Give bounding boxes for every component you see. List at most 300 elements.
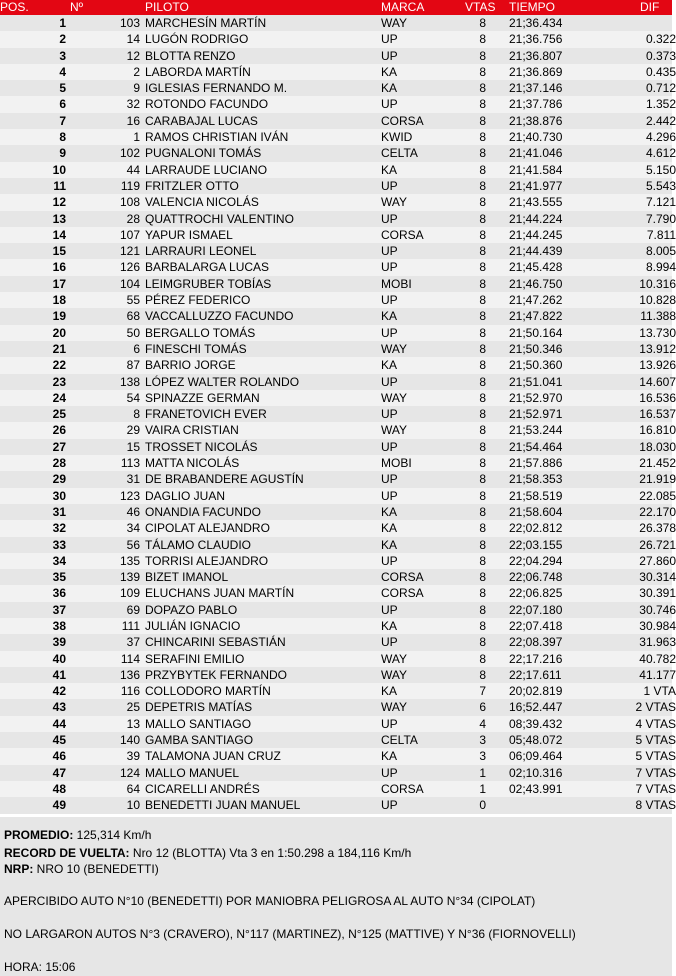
cell-vtas: 8 bbox=[479, 456, 486, 471]
table-row bbox=[0, 683, 676, 699]
table-row bbox=[0, 439, 676, 455]
cell-vtas: 8 bbox=[479, 390, 486, 405]
cell-tiempo: 21;37.786 bbox=[509, 97, 563, 112]
cell-num: 140 bbox=[119, 733, 140, 748]
cell-tiempo: 22;07.180 bbox=[509, 602, 563, 617]
cell-dif: 4.296 bbox=[645, 130, 676, 145]
cell-vtas: 8 bbox=[479, 374, 486, 389]
cell-marca: UP bbox=[381, 716, 398, 731]
cell-num: 10 bbox=[126, 798, 140, 813]
cell-marca: UP bbox=[381, 211, 398, 226]
cell-tiempo: 21;44.224 bbox=[509, 211, 563, 226]
cell-pos: 17 bbox=[52, 276, 66, 291]
cell-tiempo: 21;50.346 bbox=[509, 341, 563, 356]
cell-tiempo: 22;08.397 bbox=[509, 635, 563, 650]
cell-vtas: 8 bbox=[479, 178, 486, 193]
cell-dif: 4 VTAS bbox=[635, 716, 676, 731]
cell-dif: 1 VTA bbox=[643, 684, 676, 699]
cell-marca: KA bbox=[381, 358, 398, 373]
header-piloto: PILOTO bbox=[145, 0, 189, 14]
table-row bbox=[0, 504, 676, 520]
cell-tiempo: 21;41.046 bbox=[509, 146, 563, 161]
cell-marca: WAY bbox=[381, 195, 407, 210]
cell-tiempo: 21;38.876 bbox=[509, 113, 563, 128]
cell-piloto: VALENCIA NICOLÁS bbox=[145, 195, 259, 210]
table-row bbox=[0, 602, 676, 618]
cell-dif: 22.085 bbox=[639, 488, 676, 503]
cell-pos: 2 bbox=[59, 32, 66, 47]
cell-dif: 0.322 bbox=[645, 32, 676, 47]
table-row bbox=[0, 325, 676, 341]
race-notes bbox=[0, 817, 672, 976]
cell-marca: CORSA bbox=[381, 570, 424, 585]
cell-num: 25 bbox=[126, 700, 140, 715]
cell-pos: 3 bbox=[59, 48, 66, 63]
cell-marca: UP bbox=[381, 325, 398, 340]
cell-piloto: TROSSET NICOLÁS bbox=[145, 439, 258, 454]
cell-piloto: BLOTTA RENZO bbox=[145, 48, 236, 63]
table-row bbox=[0, 64, 676, 80]
cell-marca: UP bbox=[381, 244, 398, 259]
cell-dif: 18.030 bbox=[639, 439, 676, 454]
cell-pos: 40 bbox=[52, 651, 66, 666]
cell-marca: KWID bbox=[381, 130, 413, 145]
cell-vtas: 8 bbox=[479, 586, 486, 601]
cell-dif: 16.537 bbox=[639, 407, 676, 422]
no-largaron-line: NO LARGARON AUTOS N°3 (CRAVERO), N°117 (MARTINEZ), N°125 (MATTIVE) Y N°36 (FIORNOVELLI) bbox=[4, 927, 576, 941]
cell-marca: MOBI bbox=[381, 276, 412, 291]
cell-marca: UP bbox=[381, 798, 398, 813]
table-row bbox=[0, 471, 676, 487]
cell-marca: KA bbox=[381, 162, 398, 177]
cell-tiempo: 21;52.970 bbox=[509, 390, 563, 405]
cell-marca: KA bbox=[381, 684, 398, 699]
table-row bbox=[0, 341, 676, 357]
cell-piloto: BARBALARGA LUCAS bbox=[145, 260, 270, 275]
cell-pos: 45 bbox=[52, 733, 66, 748]
cell-marca: UP bbox=[381, 374, 398, 389]
cell-piloto: CICARELLI ANDRÉS bbox=[145, 781, 260, 796]
cell-pos: 41 bbox=[52, 667, 66, 682]
cell-tiempo: 22;04.294 bbox=[509, 553, 563, 568]
table-row bbox=[0, 357, 676, 373]
cell-vtas: 4 bbox=[479, 716, 486, 731]
cell-num: 1 bbox=[133, 130, 140, 145]
cell-vtas: 8 bbox=[479, 211, 486, 226]
cell-pos: 28 bbox=[52, 456, 66, 471]
cell-num: 16 bbox=[126, 113, 140, 128]
cell-tiempo: 20;02.819 bbox=[509, 684, 563, 699]
table-row bbox=[0, 488, 676, 504]
table-row bbox=[0, 422, 676, 438]
cell-dif: 26.721 bbox=[639, 537, 676, 552]
cell-marca: UP bbox=[381, 765, 398, 780]
cell-tiempo: 21;44.439 bbox=[509, 244, 563, 259]
cell-num: 126 bbox=[119, 260, 140, 275]
table-row bbox=[0, 15, 672, 31]
cell-tiempo: 21;36.756 bbox=[509, 32, 563, 47]
table-row bbox=[0, 781, 676, 797]
cell-marca: UP bbox=[381, 602, 398, 617]
cell-marca: CORSA bbox=[381, 586, 424, 601]
cell-num: 114 bbox=[120, 651, 140, 666]
cell-pos: 18 bbox=[52, 293, 66, 308]
cell-num: 29 bbox=[126, 423, 140, 438]
cell-num: 136 bbox=[119, 667, 140, 682]
cell-dif: 8.005 bbox=[645, 244, 676, 259]
cell-vtas: 8 bbox=[479, 16, 486, 30]
cell-vtas: 8 bbox=[479, 439, 486, 454]
cell-pos: 44 bbox=[52, 716, 66, 731]
cell-dif: 13.912 bbox=[639, 341, 676, 356]
cell-piloto: ONANDIA FACUNDO bbox=[145, 504, 262, 519]
cell-vtas: 8 bbox=[479, 195, 486, 210]
cell-vtas: 8 bbox=[479, 227, 486, 242]
table-row bbox=[0, 618, 676, 634]
cell-dif: 13.926 bbox=[639, 358, 676, 373]
table-row bbox=[0, 699, 676, 715]
cell-piloto: YAPUR ISMAEL bbox=[145, 227, 233, 242]
cell-tiempo: 21;45.428 bbox=[509, 260, 563, 275]
cell-piloto: DAGLIO JUAN bbox=[145, 488, 226, 503]
cell-vtas: 8 bbox=[479, 407, 486, 422]
cell-num: 68 bbox=[126, 309, 140, 324]
table-row bbox=[0, 537, 676, 553]
cell-pos: 27 bbox=[52, 439, 66, 454]
cell-tiempo: 21;50.164 bbox=[509, 325, 563, 340]
table-row bbox=[0, 145, 676, 161]
cell-dif: 41.177 bbox=[639, 667, 676, 682]
table-row bbox=[0, 211, 676, 227]
cell-tiempo: 21;36.434 bbox=[509, 16, 563, 30]
cell-marca: KA bbox=[381, 309, 398, 324]
table-row bbox=[0, 96, 676, 112]
header-tiempo: TIEMPO bbox=[509, 0, 556, 14]
cell-tiempo: 08;39.432 bbox=[509, 716, 563, 731]
cell-dif: 30.314 bbox=[639, 570, 676, 585]
cell-num: 8 bbox=[133, 407, 140, 422]
cell-tiempo: 21;54.464 bbox=[509, 439, 563, 454]
cell-dif: 10.828 bbox=[639, 293, 676, 308]
cell-vtas: 8 bbox=[479, 341, 486, 356]
cell-num: 123 bbox=[119, 488, 140, 503]
cell-vtas: 6 bbox=[479, 700, 486, 715]
cell-num: 31 bbox=[126, 472, 140, 487]
cell-num: 50 bbox=[126, 325, 140, 340]
apercibido-line: APERCIBIDO AUTO N°10 (BENEDETTI) POR MANIOBRA PELIGROSA AL AUTO N°34 (CIPOLAT) bbox=[4, 894, 536, 908]
cell-vtas: 8 bbox=[479, 504, 486, 519]
cell-dif: 30.391 bbox=[639, 586, 676, 601]
table-row bbox=[0, 634, 676, 650]
cell-vtas: 3 bbox=[479, 733, 486, 748]
cell-tiempo: 21;50.360 bbox=[509, 358, 563, 373]
cell-piloto: IGLESIAS FERNANDO M. bbox=[145, 81, 288, 96]
cell-pos: 48 bbox=[52, 781, 66, 796]
table-row bbox=[0, 585, 676, 601]
cell-pos: 37 bbox=[52, 602, 66, 617]
cell-piloto: MATTA NICOLÁS bbox=[145, 456, 240, 471]
record-value: Nro 12 (BLOTTA) Vta 3 en 1:50.298 a 184,116 Km/h bbox=[129, 846, 412, 860]
cell-tiempo: 16;52.447 bbox=[509, 700, 563, 715]
record-line bbox=[4, 846, 411, 860]
table-row bbox=[0, 374, 676, 390]
cell-pos: 35 bbox=[52, 570, 66, 585]
cell-pos: 33 bbox=[52, 537, 66, 552]
cell-pos: 29 bbox=[52, 472, 66, 487]
cell-vtas: 8 bbox=[479, 325, 486, 340]
cell-vtas: 8 bbox=[479, 48, 486, 63]
header-num: Nº bbox=[70, 0, 84, 14]
cell-num: 13 bbox=[126, 716, 140, 731]
cell-pos: 26 bbox=[52, 423, 66, 438]
cell-piloto: BARRIO JORGE bbox=[145, 358, 236, 373]
cell-num: 104 bbox=[119, 276, 140, 291]
cell-pos: 7 bbox=[59, 113, 66, 128]
cell-dif: 7 VTAS bbox=[635, 781, 676, 796]
cell-dif: 16.536 bbox=[639, 390, 676, 405]
table-row bbox=[0, 520, 676, 536]
cell-dif: 5.150 bbox=[645, 162, 676, 177]
cell-dif: 8 VTAS bbox=[635, 798, 676, 813]
cell-piloto: DE BRABANDERE AGUSTÍN bbox=[145, 472, 304, 487]
cell-piloto: VAIRA CRISTIAN bbox=[145, 423, 239, 438]
cell-vtas: 8 bbox=[479, 635, 486, 650]
cell-piloto: LEIMGRUBER TOBÍAS bbox=[145, 276, 272, 291]
cell-vtas: 8 bbox=[479, 97, 486, 112]
cell-marca: WAY bbox=[381, 390, 407, 405]
cell-pos: 1 bbox=[59, 16, 66, 30]
table-row bbox=[0, 259, 676, 275]
cell-tiempo: 22;02.812 bbox=[509, 521, 563, 536]
hora-line: HORA: 15:06 bbox=[4, 960, 76, 974]
cell-piloto: CHINCARINI SEBASTIÁN bbox=[145, 635, 286, 650]
cell-dif: 10.316 bbox=[639, 276, 676, 291]
cell-num: 56 bbox=[126, 537, 140, 552]
cell-pos: 6 bbox=[59, 97, 66, 112]
header-marca: MARCA bbox=[381, 0, 425, 14]
cell-piloto: TALAMONA JUAN CRUZ bbox=[145, 749, 281, 764]
cell-pos: 39 bbox=[52, 635, 66, 650]
cell-piloto: MALLO MANUEL bbox=[145, 765, 240, 780]
table-row bbox=[0, 129, 676, 145]
cell-vtas: 7 bbox=[479, 684, 486, 699]
cell-vtas: 8 bbox=[479, 570, 486, 585]
cell-dif: 16.810 bbox=[639, 423, 676, 438]
cell-piloto: DOPAZO PABLO bbox=[145, 602, 238, 617]
table-body bbox=[0, 15, 676, 814]
cell-pos: 9 bbox=[59, 146, 66, 161]
nrp-value: NRO 10 (BENEDETTI) bbox=[33, 862, 159, 876]
cell-vtas: 1 bbox=[479, 781, 486, 796]
cell-marca: MOBI bbox=[381, 456, 412, 471]
cell-num: 139 bbox=[119, 570, 140, 585]
cell-tiempo: 21;52.971 bbox=[509, 407, 563, 422]
cell-pos: 22 bbox=[52, 358, 66, 373]
table-row bbox=[0, 48, 676, 64]
cell-marca: WAY bbox=[381, 700, 407, 715]
cell-vtas: 8 bbox=[479, 162, 486, 177]
cell-marca: UP bbox=[381, 48, 398, 63]
cell-num: 103 bbox=[119, 16, 140, 30]
cell-pos: 19 bbox=[52, 309, 66, 324]
cell-tiempo: 21;37.146 bbox=[509, 81, 563, 96]
cell-pos: 24 bbox=[52, 390, 66, 405]
cell-tiempo: 21;51.041 bbox=[509, 374, 563, 389]
cell-dif: 40.782 bbox=[639, 651, 676, 666]
table-row bbox=[0, 797, 676, 813]
cell-vtas: 8 bbox=[479, 244, 486, 259]
header-vtas: VTAS bbox=[465, 0, 496, 14]
cell-dif: 5 VTAS bbox=[635, 733, 676, 748]
table-row bbox=[0, 308, 676, 324]
cell-tiempo: 22;17.611 bbox=[509, 667, 562, 682]
table-row bbox=[0, 667, 676, 683]
header-pos: POS. bbox=[0, 0, 29, 14]
cell-piloto: ROTONDO FACUNDO bbox=[145, 97, 269, 112]
cell-pos: 32 bbox=[52, 521, 66, 536]
cell-dif: 1.352 bbox=[645, 97, 676, 112]
table-row bbox=[0, 227, 676, 243]
cell-marca: UP bbox=[381, 439, 398, 454]
cell-marca: WAY bbox=[381, 423, 407, 438]
cell-vtas: 1 bbox=[479, 765, 486, 780]
cell-tiempo: 21;58.519 bbox=[509, 488, 563, 503]
cell-piloto: JULIÁN IGNACIO bbox=[145, 618, 241, 633]
cell-num: 107 bbox=[119, 227, 140, 242]
cell-num: 39 bbox=[126, 749, 140, 764]
cell-marca: KA bbox=[381, 618, 398, 633]
cell-num: 119 bbox=[120, 178, 140, 193]
cell-pos: 21 bbox=[52, 341, 66, 356]
table-row bbox=[0, 553, 676, 569]
cell-piloto: LARRAURI LEONEL bbox=[145, 244, 257, 259]
cell-vtas: 8 bbox=[479, 260, 486, 275]
cell-num: 121 bbox=[119, 244, 140, 259]
cell-marca: CORSA bbox=[381, 227, 424, 242]
cell-piloto: BERGALLO TOMÁS bbox=[145, 325, 256, 340]
cell-dif: 27.860 bbox=[639, 553, 676, 568]
cell-pos: 23 bbox=[52, 374, 66, 389]
cell-pos: 31 bbox=[52, 504, 66, 519]
promedio-line bbox=[4, 828, 151, 842]
cell-dif: 8.994 bbox=[645, 260, 676, 275]
table-row bbox=[0, 113, 676, 129]
cell-piloto: BENEDETTI JUAN MANUEL bbox=[145, 798, 301, 813]
table-row bbox=[0, 732, 676, 748]
cell-marca: UP bbox=[381, 178, 398, 193]
cell-tiempo: 02;10.316 bbox=[509, 765, 563, 780]
cell-pos: 49 bbox=[52, 798, 66, 813]
cell-piloto: TORRISI ALEJANDRO bbox=[145, 553, 269, 568]
cell-marca: KA bbox=[381, 64, 398, 79]
cell-marca: UP bbox=[381, 553, 398, 568]
cell-piloto: MALLO SANTIAGO bbox=[145, 716, 252, 731]
table-row bbox=[0, 406, 676, 422]
cell-tiempo: 21;36.807 bbox=[509, 48, 563, 63]
cell-vtas: 8 bbox=[479, 81, 486, 96]
table-row bbox=[0, 243, 676, 259]
cell-vtas: 8 bbox=[479, 293, 486, 308]
cell-vtas: 8 bbox=[479, 488, 486, 503]
table-row bbox=[0, 716, 676, 732]
cell-dif: 0.435 bbox=[645, 64, 676, 79]
record-label: RECORD DE VUELTA: bbox=[4, 846, 130, 860]
cell-piloto: BIZET IMANOL bbox=[145, 570, 229, 585]
cell-tiempo: 21;58.604 bbox=[509, 504, 563, 519]
cell-pos: 16 bbox=[52, 260, 66, 275]
cell-dif: 4.612 bbox=[645, 146, 676, 161]
cell-vtas: 8 bbox=[479, 667, 486, 682]
cell-pos: 20 bbox=[52, 325, 66, 340]
table-row bbox=[0, 31, 676, 47]
cell-num: 116 bbox=[120, 684, 140, 699]
cell-vtas: 8 bbox=[479, 146, 486, 161]
cell-pos: 43 bbox=[52, 700, 66, 715]
cell-pos: 38 bbox=[52, 618, 66, 633]
cell-dif: 0.373 bbox=[645, 48, 676, 63]
header-dif: DIF bbox=[640, 0, 660, 14]
cell-pos: 42 bbox=[52, 684, 66, 699]
cell-tiempo: 21;47.262 bbox=[509, 293, 563, 308]
cell-pos: 36 bbox=[52, 586, 66, 601]
cell-vtas: 8 bbox=[479, 521, 486, 536]
cell-dif: 7.790 bbox=[645, 211, 676, 226]
cell-piloto: PUGNALONI TOMÁS bbox=[145, 146, 262, 161]
cell-piloto: TÁLAMO CLAUDIO bbox=[145, 537, 252, 552]
cell-dif: 2.442 bbox=[645, 113, 676, 128]
cell-vtas: 8 bbox=[479, 358, 486, 373]
cell-piloto: VACCALLUZZO FACUNDO bbox=[145, 309, 294, 324]
cell-piloto: LUGÓN RODRIGO bbox=[145, 32, 249, 47]
cell-marca: KA bbox=[381, 749, 398, 764]
cell-vtas: 8 bbox=[479, 113, 486, 128]
cell-marca: UP bbox=[381, 407, 398, 422]
table-row bbox=[0, 390, 676, 406]
cell-dif: 21.452 bbox=[639, 456, 676, 471]
cell-vtas: 8 bbox=[479, 130, 486, 145]
cell-piloto: DEPETRIS MATÍAS bbox=[145, 700, 253, 715]
cell-marca: UP bbox=[381, 488, 398, 503]
cell-piloto: SERAFINI EMILIO bbox=[145, 651, 245, 666]
table-row bbox=[0, 292, 676, 308]
table-row bbox=[0, 178, 676, 194]
cell-tiempo: 21;41.977 bbox=[509, 178, 563, 193]
cell-piloto: SPINAZZE GERMAN bbox=[145, 390, 260, 405]
cell-tiempo: 21;36.869 bbox=[509, 64, 563, 79]
cell-marca: UP bbox=[381, 97, 398, 112]
cell-marca: CELTA bbox=[381, 733, 418, 748]
cell-tiempo: 21;46.750 bbox=[509, 276, 563, 291]
table-row bbox=[0, 569, 676, 585]
cell-vtas: 8 bbox=[479, 423, 486, 438]
cell-num: 55 bbox=[126, 293, 140, 308]
cell-tiempo: 21;57.886 bbox=[509, 456, 563, 471]
cell-vtas: 8 bbox=[479, 651, 486, 666]
cell-piloto: FINESCHI TOMÁS bbox=[145, 341, 247, 356]
cell-num: 2 bbox=[133, 64, 140, 79]
cell-piloto: PRZYBYTEK FERNANDO bbox=[145, 667, 288, 682]
cell-vtas: 8 bbox=[479, 276, 486, 291]
cell-vtas: 8 bbox=[479, 32, 486, 47]
cell-num: 54 bbox=[126, 390, 140, 405]
cell-dif: 31.963 bbox=[639, 635, 676, 650]
table-row bbox=[0, 194, 676, 210]
cell-marca: WAY bbox=[381, 667, 407, 682]
cell-dif: 7.121 bbox=[645, 195, 676, 210]
cell-tiempo: 21;40.730 bbox=[509, 130, 563, 145]
cell-num: 138 bbox=[119, 374, 140, 389]
cell-dif: 5.543 bbox=[645, 178, 676, 193]
